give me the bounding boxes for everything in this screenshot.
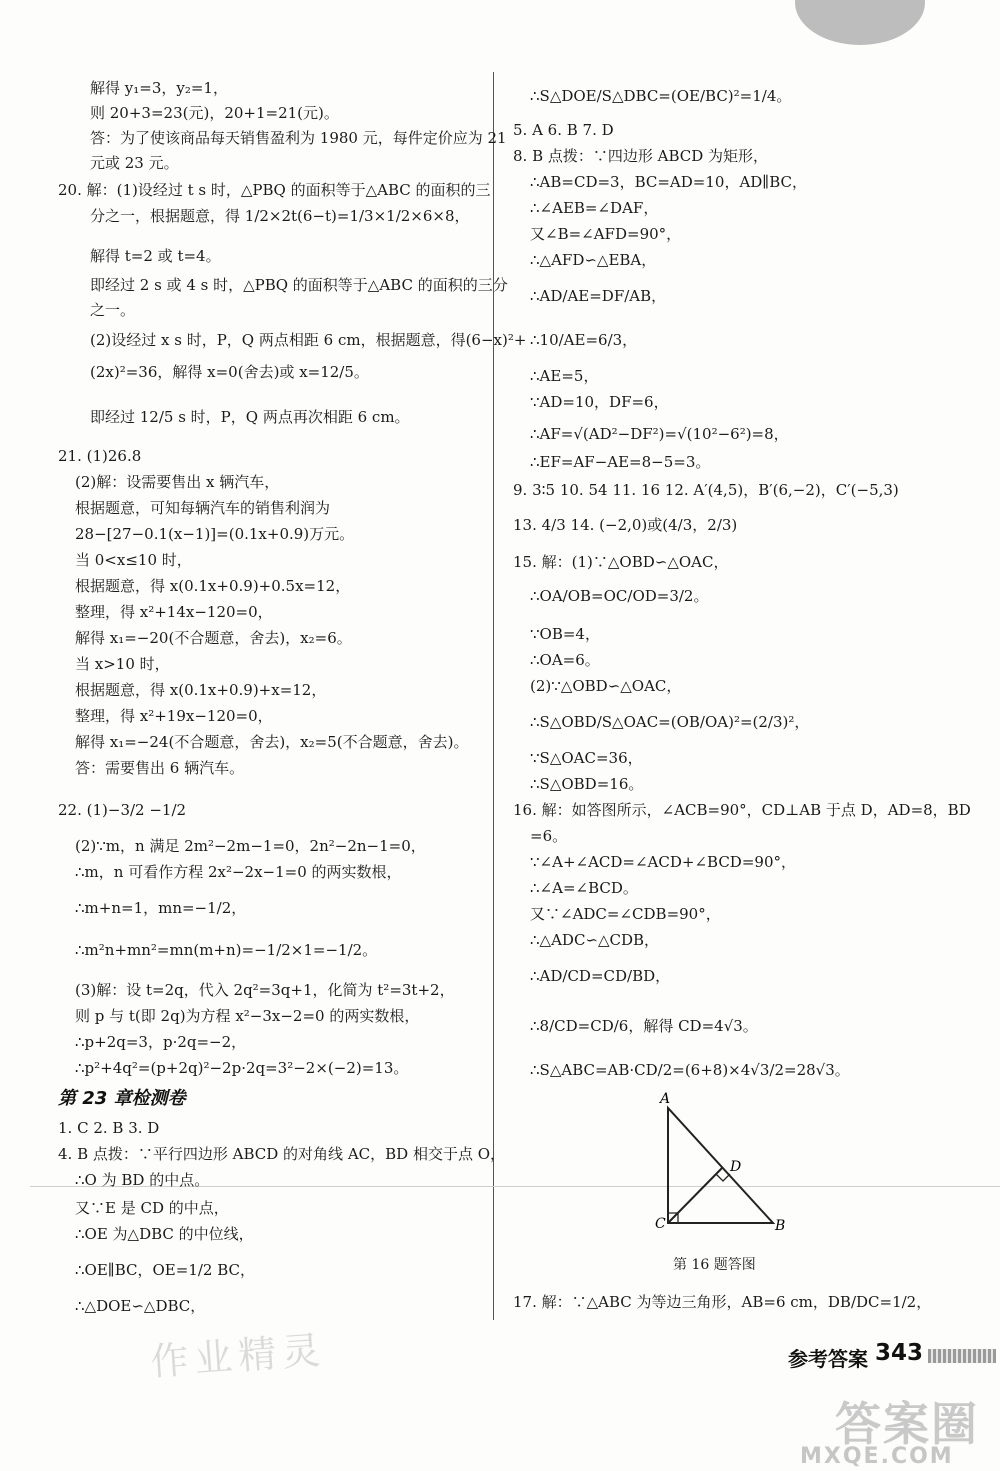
text-line: 15. 解：(1)∵△OBD∽△OAC， (513, 553, 729, 571)
text-line: ∴AD/AE=DF/AB， (530, 287, 667, 305)
text-line: ∴△AFD∽△EBA， (530, 251, 657, 269)
text-line: ∵S△OAC=36， (530, 749, 643, 767)
text-line: (2)∵△OBD∽△OAC， (530, 677, 682, 695)
text-line: 则 p 与 t(即 2q)为方程 x²−3x−2=0 的两实数根， (75, 1007, 420, 1025)
text-line: (2)解：设需要售出 x 辆汽车， (75, 473, 280, 491)
text-line: 元或 23 元。 (90, 154, 179, 172)
text-line: 当 0<x≤10 时， (75, 551, 192, 569)
text-line: ∴S△ABC=AB·CD/2=(6+8)×4√3/2=28√3。 (530, 1061, 850, 1079)
text-line: 17. 解：∵△ABC 为等边三角形，AB=6 cm，DB/DC=1/2， (513, 1293, 932, 1311)
text-line: ∵AD=10，DF=6， (530, 393, 669, 411)
text-line: 解得 y₁=3，y₂=1， (90, 79, 228, 97)
text-line: 答：需要售出 6 辆汽车。 (75, 759, 245, 777)
text-line: ∵∠A+∠ACD=∠ACD+∠BCD=90°， (530, 853, 796, 871)
text-line: 4. B 点拨：∵平行四边形 ABCD 的对角线 AC，BD 相交于点 O， (58, 1145, 506, 1163)
text-line: ∴p²+4q²=(p+2q)²−2p·2q=3²−2×(−2)=13。 (75, 1059, 409, 1077)
text-line: 根据题意，可知每辆汽车的销售利润为 (75, 499, 331, 517)
text-line: ∴AE=5， (530, 367, 599, 385)
text-line: 又∵∠ADC=∠CDB=90°， (530, 905, 721, 923)
text-line: 又∠B=∠AFD=90°， (530, 225, 682, 243)
text-line: 20. 解：(1)设经过 t s 时，△PBQ 的面积等于△ABC 的面积的三 (58, 181, 491, 199)
text-line: ∴EF=AF−AE=8−5=3。 (530, 453, 711, 471)
vertex-label-d: D (730, 1159, 742, 1175)
text-line: (2)∵m，n 满足 2m²−2m−1=0，2n²−2n−1=0， (75, 837, 426, 855)
text-line: 解得 x₁=−20(不合题意，舍去)，x₂=6。 (75, 629, 352, 647)
text-line: ∵OB=4， (530, 625, 600, 643)
text-line: 8. B 点拨：∵四边形 ABCD 为矩形， (513, 147, 769, 165)
text-line: ∴∠AEB=∠DAF， (530, 199, 659, 217)
text-line: ∴m²n+mn²=mn(m+n)=−1/2×1=−1/2。 (75, 941, 378, 959)
triangle-figure (655, 1088, 800, 1238)
text-line: ∴OA/OB=OC/OD=3/2。 (530, 587, 709, 605)
text-line: 又∵E 是 CD 的中点， (75, 1199, 229, 1217)
text-line: ∴m，n 可看作方程 2x²−2x−1=0 的两实数根， (75, 863, 402, 881)
altitude-cd (668, 1167, 723, 1223)
text-line: 1. C 2. B 3. D (58, 1119, 160, 1137)
column-divider (493, 72, 494, 1320)
text-line: 13. 4/3 14. (−2,0)或(4/3，2/3) (513, 516, 738, 534)
text-line: ∴8/CD=CD/6，解得 CD=4√3。 (530, 1017, 758, 1035)
text-line: ∴p+2q=3，p·2q=−2， (75, 1033, 247, 1051)
text-line: 21. (1)26.8 (58, 447, 142, 465)
text-line: ∴OE∥BC，OE=1/2 BC， (75, 1261, 256, 1279)
text-line: ∴S△OBD/S△OAC=(OB/OA)²=(2/3)²， (530, 713, 810, 731)
text-line: =6。 (530, 827, 568, 845)
text-line: ∴m+n=1，mn=−1/2， (75, 899, 247, 917)
text-line: 28−[27−0.1(x−1)]=(0.1x+0.9)万元。 (75, 525, 355, 543)
text-line: 之一。 (90, 301, 136, 319)
chapter-heading: 第 23 章检测卷 (58, 1088, 186, 1109)
footer-stripe-bar (928, 1349, 996, 1363)
text-line: 解得 t=2 或 t=4。 (90, 247, 221, 265)
text-line: 即经过 12/5 s 时，P，Q 两点再次相距 6 cm。 (90, 408, 410, 426)
vertex-label-a: A (660, 1091, 671, 1107)
text-line: ∴O 为 BD 的中点。 (75, 1171, 210, 1189)
text-line: 9. 3∶5 10. 54 11. 16 12. A′(4,5)，B′(6,−2)，C′(−5,3) (513, 481, 899, 499)
text-line: 答：为了使该商品每天销售盈利为 1980 元，每件定价应为 21 (90, 129, 507, 147)
text-line: 根据题意，得 x(0.1x+0.9)+0.5x=12， (75, 577, 351, 595)
text-line: 根据题意，得 x(0.1x+0.9)+x=12， (75, 681, 327, 699)
text-line: ∴AF=√(AD²−DF²)=√(10²−6²)=8， (530, 425, 789, 443)
text-line: ∴10/AE=6/3， (530, 331, 638, 349)
figure-caption: 第 16 题答图 (673, 1257, 756, 1273)
page-number: 343 (875, 1340, 924, 1366)
watermark-left: 作业精灵 (148, 1327, 328, 1385)
text-line: 整理，得 x²+19x−120=0， (75, 707, 273, 725)
text-line: 22. (1)−3/2 −1/2 (58, 801, 187, 819)
text-line: ∴OA=6。 (530, 651, 600, 669)
text-line: 则 20+3=23(元)，20+1=21(元)。 (90, 104, 339, 122)
text-line: ∴OE 为△DBC 的中位线， (75, 1225, 254, 1243)
text-line: ∴AD/CD=CD/BD， (530, 967, 671, 985)
text-line: 当 x>10 时， (75, 655, 170, 673)
text-line: ∴S△DOE/S△DBC=(OE/BC)²=1/4。 (530, 87, 792, 105)
text-line: 16. 解：如答图所示，∠ACB=90°，CD⊥AB 于点 D，AD=8，BD (513, 801, 971, 819)
text-line: 解得 x₁=−24(不合题意，舍去)，x₂=5(不合题意，舍去)。 (75, 733, 469, 751)
text-line: 即经过 2 s 或 4 s 时，△PBQ 的面积等于△ABC 的面积的三分 (90, 276, 508, 294)
corner-tab-decoration (795, 0, 925, 45)
watermark-right: 答案圈 (835, 1397, 979, 1451)
vertex-label-c: C (655, 1216, 666, 1232)
text-line: (2)设经过 x s 时，P，Q 两点相距 6 cm，根据题意，得(6−x)²+ (90, 331, 527, 349)
vertex-label-b: B (775, 1218, 786, 1234)
text-line: 5. A 6. B 7. D (513, 121, 614, 139)
footer-label: 参考答案 (788, 1347, 868, 1371)
text-line: (3)解：设 t=2q，代入 2q²=3q+1，化简为 t²=3t+2， (75, 981, 455, 999)
text-line: ∴△ADC∽△CDB， (530, 931, 660, 949)
text-line: 整理，得 x²+14x−120=0， (75, 603, 273, 621)
text-line: 分之一，根据题意，得 1/2×2t(6−t)=1/3×1/2×6×8， (90, 207, 470, 225)
text-line: ∴△DOE∽△DBC， (75, 1297, 206, 1315)
text-line: ∴AB=CD=3，BC=AD=10，AD∥BC， (530, 173, 808, 191)
text-line: ∴∠A=∠BCD。 (530, 879, 638, 897)
watermark-url: MXQE.COM (800, 1444, 954, 1469)
text-line: (2x)²=36，解得 x=0(舍去)或 x=12/5。 (90, 363, 369, 381)
text-line: ∴S△OBD=16。 (530, 775, 644, 793)
